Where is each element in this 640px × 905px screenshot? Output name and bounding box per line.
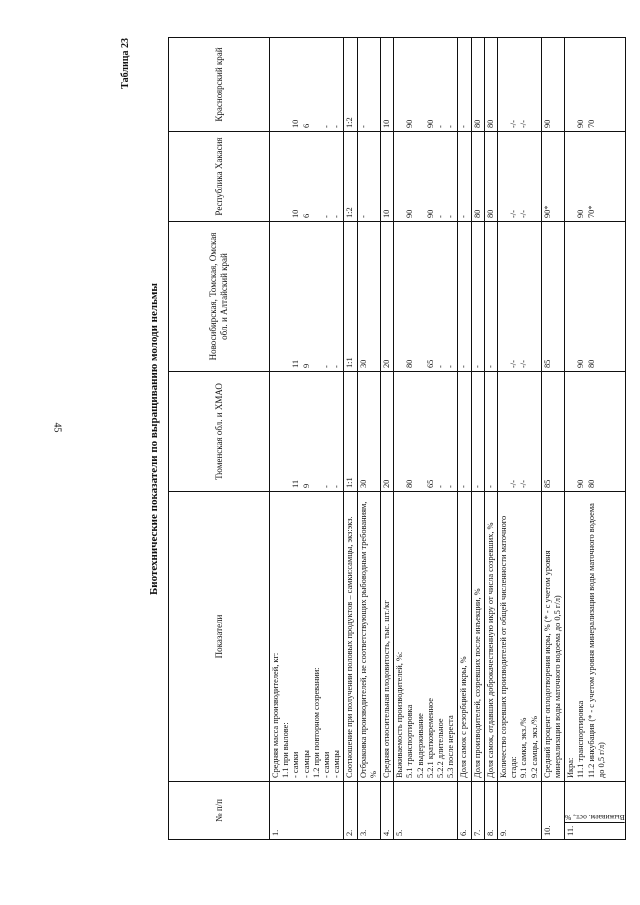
value-tyumen-line: 90 [576, 479, 586, 488]
table-title: Биотехнические показатели по выращиванию молоди нельмы [148, 283, 160, 595]
value-khakassia [270, 132, 344, 222]
value-krasnoyarsk-line [281, 41, 291, 128]
row-sub-label: Выживаем. ост., % [565, 808, 625, 823]
value-krasnoyarsk-line: - [332, 125, 342, 128]
value-krasnoyarsk [357, 38, 380, 132]
table-row [471, 38, 484, 840]
value-tyumen-line: -/- [509, 480, 519, 488]
value-khakassia-line [416, 135, 426, 218]
indicator-cell [458, 492, 471, 782]
value-novosibirsk-line [312, 225, 322, 368]
indicator-cell-line: 1.2 при повторном созревании: [311, 667, 321, 778]
value-krasnoyarsk-line [271, 41, 281, 128]
value-novosibirsk-line [395, 225, 405, 368]
header-num: № п/п [169, 782, 270, 840]
indicator-cell-line: Доля производителей, созревших после инъекции, % [472, 588, 482, 778]
value-krasnoyarsk-line: 90 [425, 119, 435, 128]
value-krasnoyarsk-line [395, 41, 405, 128]
table-row [381, 38, 394, 840]
value-novosibirsk-line: - [472, 365, 482, 368]
value-khakassia-line: 10 [382, 209, 392, 218]
value-krasnoyarsk [541, 38, 564, 132]
value-tyumen [357, 372, 380, 492]
value-tyumen [565, 372, 626, 492]
indicator-cell [565, 492, 626, 782]
value-tyumen-line [281, 375, 291, 488]
value-khakassia [565, 132, 626, 222]
value-tyumen-line: 30 [358, 479, 368, 488]
value-krasnoyarsk-line: 90 [405, 119, 415, 128]
value-khakassia-line: 1:2 [345, 207, 355, 218]
indicator-cell-line: 1.1 при вылове: [281, 722, 291, 778]
value-khakassia-line [271, 135, 281, 218]
table-row [565, 38, 626, 840]
value-novosibirsk-line [566, 225, 576, 368]
row-number: 3. [357, 782, 380, 840]
value-krasnoyarsk-line [566, 41, 576, 128]
row-number: 5. [394, 782, 458, 840]
value-tyumen-line: 9 [301, 483, 311, 488]
value-tyumen-line: 85 [542, 479, 552, 488]
value-krasnoyarsk-line: 80 [472, 119, 482, 128]
value-khakassia-line [499, 135, 509, 218]
value-khakassia-line [395, 135, 405, 218]
value-khakassia [484, 132, 497, 222]
value-novosibirsk-line: 65 [425, 359, 435, 368]
indicator-cell-line: Доля самок, отдавших доброкачественную икру от числа созревших, % [485, 522, 495, 778]
indicator-cell-line: Икра: [566, 757, 576, 778]
table-label: Таблица 23 [120, 38, 131, 89]
value-tyumen [270, 372, 344, 492]
indicator-cell-line: Средняя относительная плодовитость, тыс. шт./кг [382, 600, 392, 778]
value-tyumen [381, 372, 394, 492]
table-row [498, 38, 542, 840]
value-krasnoyarsk [565, 38, 626, 132]
value-novosibirsk-line: 80 [586, 359, 596, 368]
indicator-cell-line: 9.2 самцы, экз./% [529, 716, 539, 778]
value-tyumen [458, 372, 471, 492]
value-krasnoyarsk [344, 38, 357, 132]
value-tyumen-line: 20 [382, 479, 392, 488]
value-novosibirsk-line: 85 [542, 359, 552, 368]
value-khakassia [344, 132, 357, 222]
value-khakassia [471, 132, 484, 222]
value-novosibirsk-line: 80 [405, 359, 415, 368]
header-row [169, 38, 270, 840]
value-novosibirsk [394, 222, 458, 372]
value-krasnoyarsk-line: - [358, 125, 368, 128]
value-khakassia-line [566, 135, 576, 218]
value-khakassia-line: -/- [519, 210, 529, 218]
indicator-cell-line: 11.2 инкубация (* - с учетом уровня минерализации воды маточного водоема до 0,5 г/л) [586, 503, 606, 778]
value-khakassia-line: 80 [485, 209, 495, 218]
row-number [565, 782, 626, 840]
table-row [458, 38, 471, 840]
indicator-cell [344, 492, 357, 782]
indicator-cell-line: 5.2.1 кратковременное [425, 698, 435, 778]
value-tyumen-line: - [485, 485, 495, 488]
row-number: 2. [344, 782, 357, 840]
value-novosibirsk-line: 90 [576, 359, 586, 368]
value-novosibirsk-line [281, 225, 291, 368]
value-khakassia-line: 10 [291, 209, 301, 218]
indicator-cell-line: Количество созревших производителей от общей численности маточного стада: [499, 515, 519, 778]
value-krasnoyarsk-line: 80 [485, 119, 495, 128]
value-krasnoyarsk-line: - [436, 125, 446, 128]
indicator-cell [394, 492, 458, 782]
indicator-cell [498, 492, 542, 782]
value-tyumen [541, 372, 564, 492]
row-number: 6. [458, 782, 471, 840]
value-tyumen [498, 372, 542, 492]
value-krasnoyarsk-line [312, 41, 322, 128]
row-number-text: 11. [566, 825, 576, 836]
value-krasnoyarsk [270, 38, 344, 132]
table-row [394, 38, 458, 840]
indicator-cell [357, 492, 380, 782]
value-khakassia-line: 6 [301, 213, 311, 218]
value-novosibirsk [270, 222, 344, 372]
value-khakassia-line: 90* [542, 205, 552, 218]
value-tyumen [394, 372, 458, 492]
indicator-cell-line: 11.1 транспортировка [576, 700, 586, 778]
value-novosibirsk-line [499, 225, 509, 368]
indicator-cell-line: - самцы [332, 750, 342, 778]
value-khakassia-line: 70* [586, 205, 596, 218]
value-krasnoyarsk [381, 38, 394, 132]
value-novosibirsk-line: 30 [358, 359, 368, 368]
value-khakassia-line [312, 135, 322, 218]
table-row [484, 38, 497, 840]
table-row [357, 38, 380, 840]
value-khakassia-line: - [332, 215, 342, 218]
indicator-cell-line: Доля самок с резорбцией икры, % [459, 656, 469, 778]
indicator-cell-line: 5.3 после нереста [446, 715, 456, 778]
value-khakassia-line [281, 135, 291, 218]
table-row [270, 38, 344, 840]
indicator-cell-line: 5.2.2 длительное [436, 718, 446, 778]
value-khakassia [394, 132, 458, 222]
row-number: 10. [541, 782, 564, 840]
value-tyumen-line: - [436, 485, 446, 488]
value-khakassia-line: - [358, 215, 368, 218]
value-novosibirsk-line: - [446, 365, 456, 368]
indicator-cell-line: Соотношение при получении половых продуктов – самки:самцы, экз:экз. [345, 516, 355, 778]
value-tyumen [471, 372, 484, 492]
indicator-cell [484, 492, 497, 782]
value-krasnoyarsk-line [499, 41, 509, 128]
value-krasnoyarsk-line: - [446, 125, 456, 128]
value-khakassia-line: 90 [405, 209, 415, 218]
biotech-table [168, 37, 626, 840]
table-row [344, 38, 357, 840]
header-khakassia: Республика Хакасия [169, 132, 270, 222]
value-tyumen-line: - [472, 485, 482, 488]
row-number: 1. [270, 782, 344, 840]
row-number: 4. [381, 782, 394, 840]
value-tyumen [344, 372, 357, 492]
value-khakassia-line: - [436, 215, 446, 218]
indicator-cell [381, 492, 394, 782]
value-tyumen-line: 80 [405, 479, 415, 488]
value-novosibirsk [484, 222, 497, 372]
value-khakassia [458, 132, 471, 222]
value-novosibirsk-line: - [485, 365, 495, 368]
value-krasnoyarsk-line: 1:2 [345, 117, 355, 128]
indicator-cell-line: Выживаемость производителей, %: [395, 651, 405, 778]
indicator-cell-line: Средняя масса производителей, кг: [271, 652, 280, 778]
value-khakassia [357, 132, 380, 222]
value-krasnoyarsk [458, 38, 471, 132]
row-number: 8. [484, 782, 497, 840]
value-krasnoyarsk-line: -/- [509, 120, 519, 128]
indicator-cell [541, 492, 564, 782]
value-tyumen-line: - [459, 485, 469, 488]
value-krasnoyarsk-line: - [459, 125, 469, 128]
value-novosibirsk [471, 222, 484, 372]
value-tyumen-line: -/- [519, 480, 529, 488]
value-krasnoyarsk-line: 90 [576, 119, 586, 128]
value-krasnoyarsk-line: 6 [301, 123, 311, 128]
value-krasnoyarsk-line: 90 [542, 119, 552, 128]
indicator-cell-line: - самцы [301, 750, 311, 778]
value-krasnoyarsk-line: 10 [291, 119, 301, 128]
header-novosibirsk: Новосибирская, Томская, Омская обл. и Алтайский край [169, 222, 270, 372]
value-tyumen-line: 1:1 [345, 477, 355, 488]
value-novosibirsk-line [271, 225, 281, 368]
value-krasnoyarsk [498, 38, 542, 132]
value-tyumen-line: - [446, 485, 456, 488]
value-tyumen-line: 65 [425, 479, 435, 488]
page-number: 45 [51, 422, 63, 433]
value-novosibirsk [565, 222, 626, 372]
header-indicator: Показатели [169, 492, 270, 782]
value-tyumen-line [395, 375, 405, 488]
value-khakassia-line: - [459, 215, 469, 218]
value-khakassia-line: 90 [576, 209, 586, 218]
indicator-cell-line: 9.1 самки, экз./% [519, 717, 529, 778]
row-number: 9. [498, 782, 542, 840]
value-khakassia-line: - [322, 215, 332, 218]
indicator-cell [471, 492, 484, 782]
value-tyumen-line: - [332, 485, 342, 488]
value-tyumen-line [271, 375, 281, 488]
value-khakassia-line: 80 [472, 209, 482, 218]
indicator-cell-line: - самки [291, 751, 301, 778]
value-novosibirsk [458, 222, 471, 372]
value-krasnoyarsk [484, 38, 497, 132]
value-krasnoyarsk-line [416, 41, 426, 128]
value-novosibirsk-line: 1:1 [345, 357, 355, 368]
value-krasnoyarsk-line: 70 [586, 119, 596, 128]
value-tyumen-line: 11 [291, 479, 301, 488]
value-novosibirsk-line: 20 [382, 359, 392, 368]
value-tyumen-line [312, 375, 322, 488]
value-tyumen-line [566, 375, 576, 488]
value-tyumen-line: - [322, 485, 332, 488]
indicator-cell-line: Средний процент оплодотворения икры, % (* - с учетом уровня минерализации воды маточного водоема до 0,5 г/л) [542, 550, 563, 778]
value-novosibirsk-line: -/- [519, 360, 529, 368]
value-krasnoyarsk-line: 10 [382, 119, 392, 128]
value-novosibirsk-line: - [332, 365, 342, 368]
value-novosibirsk [381, 222, 394, 372]
value-khakassia [381, 132, 394, 222]
indicator-cell [270, 492, 344, 782]
value-tyumen-line: 80 [586, 479, 596, 488]
value-tyumen [484, 372, 497, 492]
value-krasnoyarsk-line: - [322, 125, 332, 128]
value-tyumen-line [499, 375, 509, 488]
value-khakassia-line: 90 [425, 209, 435, 218]
indicator-cell-line: Отбраковка производителей, не соответствующих рыбоводным требованиям, % [358, 501, 378, 778]
value-khakassia-line: -/- [509, 210, 519, 218]
value-khakassia [498, 132, 542, 222]
value-novosibirsk [541, 222, 564, 372]
value-novosibirsk [357, 222, 380, 372]
rotated-page [120, 38, 625, 840]
value-novosibirsk-line: 11 [291, 359, 301, 368]
value-novosibirsk-line: - [436, 365, 446, 368]
value-krasnoyarsk [471, 38, 484, 132]
value-tyumen-line [416, 375, 426, 488]
indicator-cell-line: - самки [322, 751, 332, 778]
header-tyumen: Тюменская обл. и ХМАО [169, 372, 270, 492]
value-novosibirsk [498, 222, 542, 372]
value-khakassia-line: - [446, 215, 456, 218]
value-novosibirsk-line: 9 [301, 363, 311, 368]
table-row [541, 38, 564, 840]
value-novosibirsk-line: - [459, 365, 469, 368]
header-krasnoyarsk: Красноярский край [169, 38, 270, 132]
indicator-cell-line: 5.1 транспортировка [405, 704, 415, 778]
row-number: 7. [471, 782, 484, 840]
value-krasnoyarsk [394, 38, 458, 132]
value-novosibirsk-line [416, 225, 426, 368]
value-novosibirsk-line: - [322, 365, 332, 368]
value-khakassia [541, 132, 564, 222]
value-novosibirsk-line: -/- [509, 360, 519, 368]
indicator-cell-line: 5.2 выдерживание [415, 713, 425, 778]
value-krasnoyarsk-line: -/- [519, 120, 529, 128]
value-novosibirsk [344, 222, 357, 372]
